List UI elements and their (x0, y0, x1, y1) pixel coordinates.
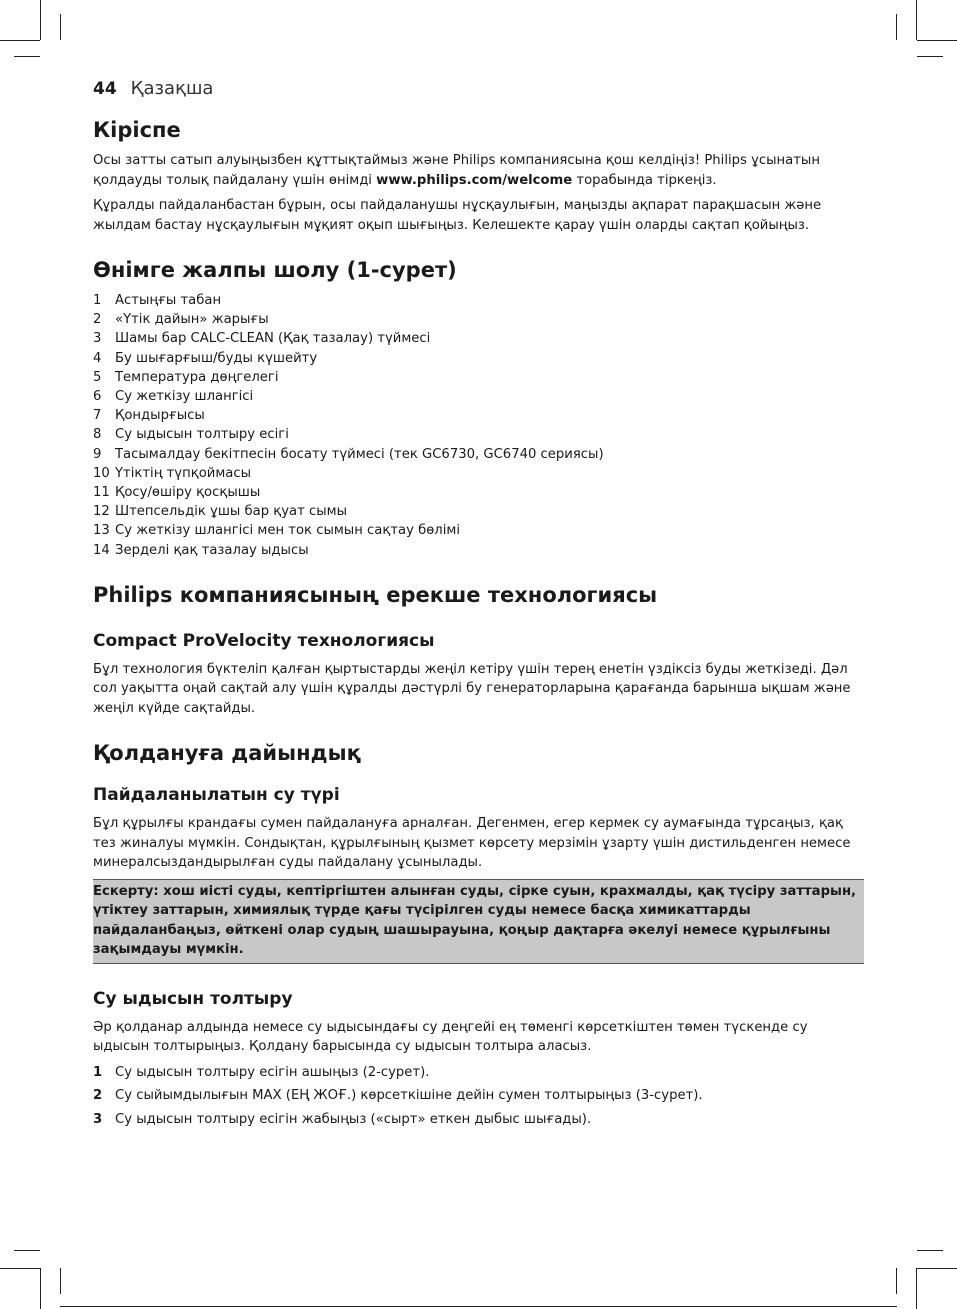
preparation-title: Қолдануға дайындық (93, 741, 361, 766)
crop-mark (917, 56, 943, 57)
crop-mark (916, 0, 917, 40)
crop-mark (917, 1268, 957, 1269)
intro-paragraph-2: Құралды пайдаланбастан бұрын, осы пайдаланушы нұсқаулығын, маңызды ақпарат парақшасын және жылдам бастау нұсқаулығын мұқият оқып шығыңыз. Келешекте қарау үшін оларды сақтап қойыңыз. (93, 198, 822, 233)
list-item: 9 Тасымалдау бекітпесін босату түймесі (тек GC6730, GC6740 сериясы) (93, 446, 604, 462)
crop-mark (40, 0, 41, 40)
crop-mark (916, 1268, 917, 1309)
step-item: 2 Су сыйымдылығын MAX (ЕҢ ЖОҒ.) көрсеткішіне дейін сумен толтырыңыз (3-сурет). (93, 1088, 703, 1104)
crop-mark (896, 14, 897, 40)
list-item: 14 Зерделі қақ тазалау ыдысы (93, 542, 309, 558)
technology-title: Philips компаниясының ерекше технологиясы (93, 582, 658, 607)
list-item: 5 Температура дөңгелегі (93, 369, 279, 385)
fill-tank-title: Су ыдысын толтыру (93, 988, 293, 1009)
list-item: 10 Үтіктің түпқоймасы (93, 465, 252, 481)
crop-mark (896, 1268, 897, 1294)
fill-steps (93, 1063, 864, 1130)
crop-mark (0, 1268, 40, 1269)
warning-note (93, 879, 864, 964)
water-type-text: Бұл құрылғы крандағы сумен пайдалануға арналған. Дегенмен, егер кермек су аумағында тұрсаңыз, қақ тез жиналуы мүмкін. Сондықтан, құрылғының қызмет көрсету мерзімін ұзарту үшін дистильденген немесе минералсыздандырылған суды пайдалану ұсынылады. (93, 816, 851, 871)
step-item: 1 Су ыдысын толтыру есігін ашыңыз (2-сурет). (93, 1064, 430, 1080)
crop-mark (60, 14, 61, 40)
page-number: 44 (93, 79, 117, 99)
list-item: 11 Қосу/өшіру қосқышы (93, 485, 261, 501)
list-item: 8 Су ыдысын толтыру есігі (93, 427, 289, 443)
intro-paragraph-1: Осы затты сатып алуыңызбен құттықтаймыз және Philips компаниясына қош келдіңіз! Philips ұсынатын қолдауды толық пайдалану үшін өнімді www.philips.com/welcome торабында тіркеңіз. (93, 153, 820, 188)
list-item: 7 Қондырғысы (93, 408, 205, 424)
crop-mark (14, 1250, 40, 1251)
overview-list (93, 291, 864, 560)
overview-title: Өнімге жалпы шолу (1-сурет) (93, 258, 457, 282)
technology-subtitle: Compact ProVelocity технологиясы (93, 630, 435, 651)
list-item: 6 Су жеткізу шлангісі (93, 389, 254, 405)
list-item: 13 Су жеткізу шлангісі мен ток сымын сақтау бөлімі (93, 523, 460, 539)
crop-mark (40, 1268, 41, 1309)
crop-mark (14, 56, 40, 57)
list-item: 1 Астыңғы табан (93, 293, 222, 308)
crop-mark (917, 1250, 943, 1251)
list-item: 3 Шамы бар CALC-CLEAN (Қақ тазалау) түймесі (93, 331, 431, 347)
page-content (93, 78, 864, 1133)
crop-mark (0, 40, 40, 41)
list-item: 12 Штепсельдік ұшы бар қуат сымы (93, 504, 348, 520)
step-item: 3 Су ыдысын толтыру есігін жабыңыз («сырт» еткен дыбыс шығады). (93, 1111, 592, 1127)
philips-welcome-link[interactable]: www.philips.com/welcome (376, 172, 573, 188)
list-item: 4 Бу шығарғыш/буды күшейту (93, 350, 318, 366)
crop-line (60, 1306, 897, 1307)
technology-text: Бұл технология бүктеліп қалған қыртыстарды жеңіл кетіру үшін терең енетін үздіксіз буды жеткізеді. Дәл сол уақытта оңай сақтай алу үшін құралды дәстүрлі бу генераторларына қарағанда барынша ықшам және жеңіл күйде сақтайды. (93, 661, 851, 716)
warning-note-text: Ескерту: хош иісті суды, кептіргіштен алынған суды, сірке суын, крахмалды, қақ түсіру заттарын, үтіктеу заттарын, химиялық түрде қағы түсірілген суды немесе басқа химикаттарды пайдаланбаңыз, өйткені олар судың шашырауына, қоңыр дақтарға әкелуі немесе құрылғыны зақымдауы мүмкін. (93, 883, 857, 958)
water-type-title: Пайдаланылатын су түрі (93, 785, 340, 806)
intro-title: Кіріспе (93, 118, 181, 142)
fill-tank-text: Әр қолданар алдында немесе су ыдысындағы су деңгейі ең төменгі көрсеткіштен төмен түскенде су ыдысын толтырыңыз. Қолдану барысында су ыдысын толтыра аласыз. (93, 1019, 808, 1055)
list-item: 2 «Үтік дайын» жарығы (93, 312, 269, 328)
page-header (93, 78, 864, 99)
page-language: Қазақша (130, 78, 214, 99)
crop-mark (60, 1268, 61, 1294)
crop-mark (917, 40, 957, 41)
